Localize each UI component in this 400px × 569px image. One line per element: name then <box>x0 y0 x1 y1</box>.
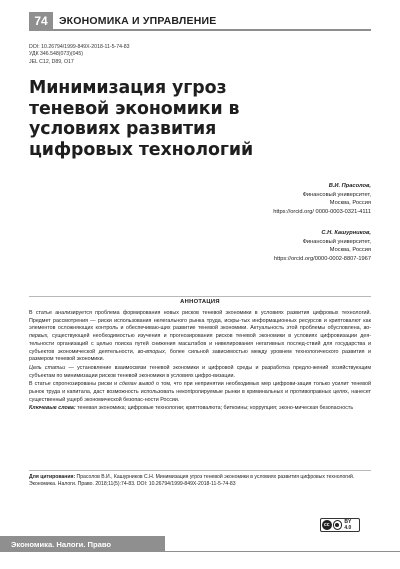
header-divider <box>29 29 371 31</box>
page-number: 74 <box>29 12 53 29</box>
author-location: Москва, Россия <box>329 200 371 207</box>
doi-line[interactable]: DOI: 10.26794/1999-849X-2018-11-5-74-83 <box>29 44 130 50</box>
cc-icon: cc <box>322 520 332 530</box>
section-rubric: ЭКОНОМИКА И УПРАВЛЕНИЕ <box>59 14 217 27</box>
abstract-body <box>29 310 371 414</box>
abstract-paragraph: В статье спрогнозированы риски и сделан вывод о том, что при непринятии необходимых мер цифрови-зация только усилит теневой рынок труда и капитала, даст возможность использовать некontролируемые рынки в криминальных и противоправных целях, нанесет существенный ущерб экономической безопас-ности России. <box>29 381 371 403</box>
udc-line: УДК 346.548(073)(045) <box>29 51 84 58</box>
author-location: Москва, Россия <box>329 247 371 254</box>
journal-name: Экономика. Налоги. Право <box>0 536 165 552</box>
citation-block <box>29 470 371 488</box>
abstract-heading: АННОТАЦИЯ <box>29 296 371 307</box>
citation-label: Для цитирования: <box>29 474 76 480</box>
footer-divider <box>0 551 400 552</box>
keywords-text: теневая экономика; цифровые технологии; криптовалюта; биткоины; коррупция; эконо-мическая безопасность <box>75 405 354 412</box>
jel-line: JEL C12, D89, O17 <box>29 58 74 65</box>
author-name: В.И. Прасолов, <box>328 183 371 189</box>
keywords-label: Ключевые слова: <box>29 405 76 412</box>
page-header <box>0 12 400 29</box>
cc-license-label: BY 4.0 <box>344 519 352 531</box>
author-entry <box>171 182 371 217</box>
author-orcid-link[interactable]: https://orcid.org/0000-0002-8807-1967 <box>273 255 371 262</box>
cc-license-badge[interactable] <box>320 518 360 532</box>
citation-text: Прасолов В.И., Кашурников С.Н. Минимизация угроз теневой экономики в условиях развития цифровых технологий. Экономика. Налоги. Право. 2018;11(5):74-83. DOI: 10.26794/1999-849X-2018-11-5-74-83 <box>29 474 355 488</box>
author-affiliation: Финансовый университет, <box>302 238 371 245</box>
page-footer <box>0 536 400 552</box>
author-affiliation: Финансовый университет, <box>302 191 371 198</box>
author-block <box>171 182 371 276</box>
author-entry <box>171 229 371 264</box>
author-orcid-link[interactable]: https://orcid.org/ 0000-0003-0321-4111 <box>273 209 371 216</box>
author-name: С.Н. Кашурников, <box>321 229 371 236</box>
abstract-paragraph: Цель статьи — установление взаимосвязи теневой экономики и цифровой среды и разработка предло-жений хозяйствующим субъектам по минимизации рисков теневой экономики в условиях цифро-визации. <box>29 364 371 379</box>
keywords <box>29 405 371 413</box>
article-metadata <box>29 44 130 66</box>
abstract-paragraph: В статье анализируется проблема формирования новых рисков теневой экономики в условиях развития цифровых технологий. Предмет рассмотрения — риски использования нелегального рынка труда, искры-тых информационных ресурсов и криптовалют как элементов осложняющих контроль и обеспечиваю-щих развитие теневой экономики. Актуальность этой проблемы обусловлена, во-первых, существующей необходимостью изучения и прогнозирования рисков теневой экономики в условиях цифровизации дея-тельности организаций с целью поиска путей снижения масштабов и нивелирования негативных послед-ствий для государства и субъектов экономической деятельности, во-вторых, более сильной зависимостью между уровнем технологического развития и размером теневой экономики. <box>29 310 371 363</box>
article-title: Минимизация угроз теневой экономики в условиях развития цифровых технологий <box>29 78 254 160</box>
attribution-icon <box>333 520 343 530</box>
